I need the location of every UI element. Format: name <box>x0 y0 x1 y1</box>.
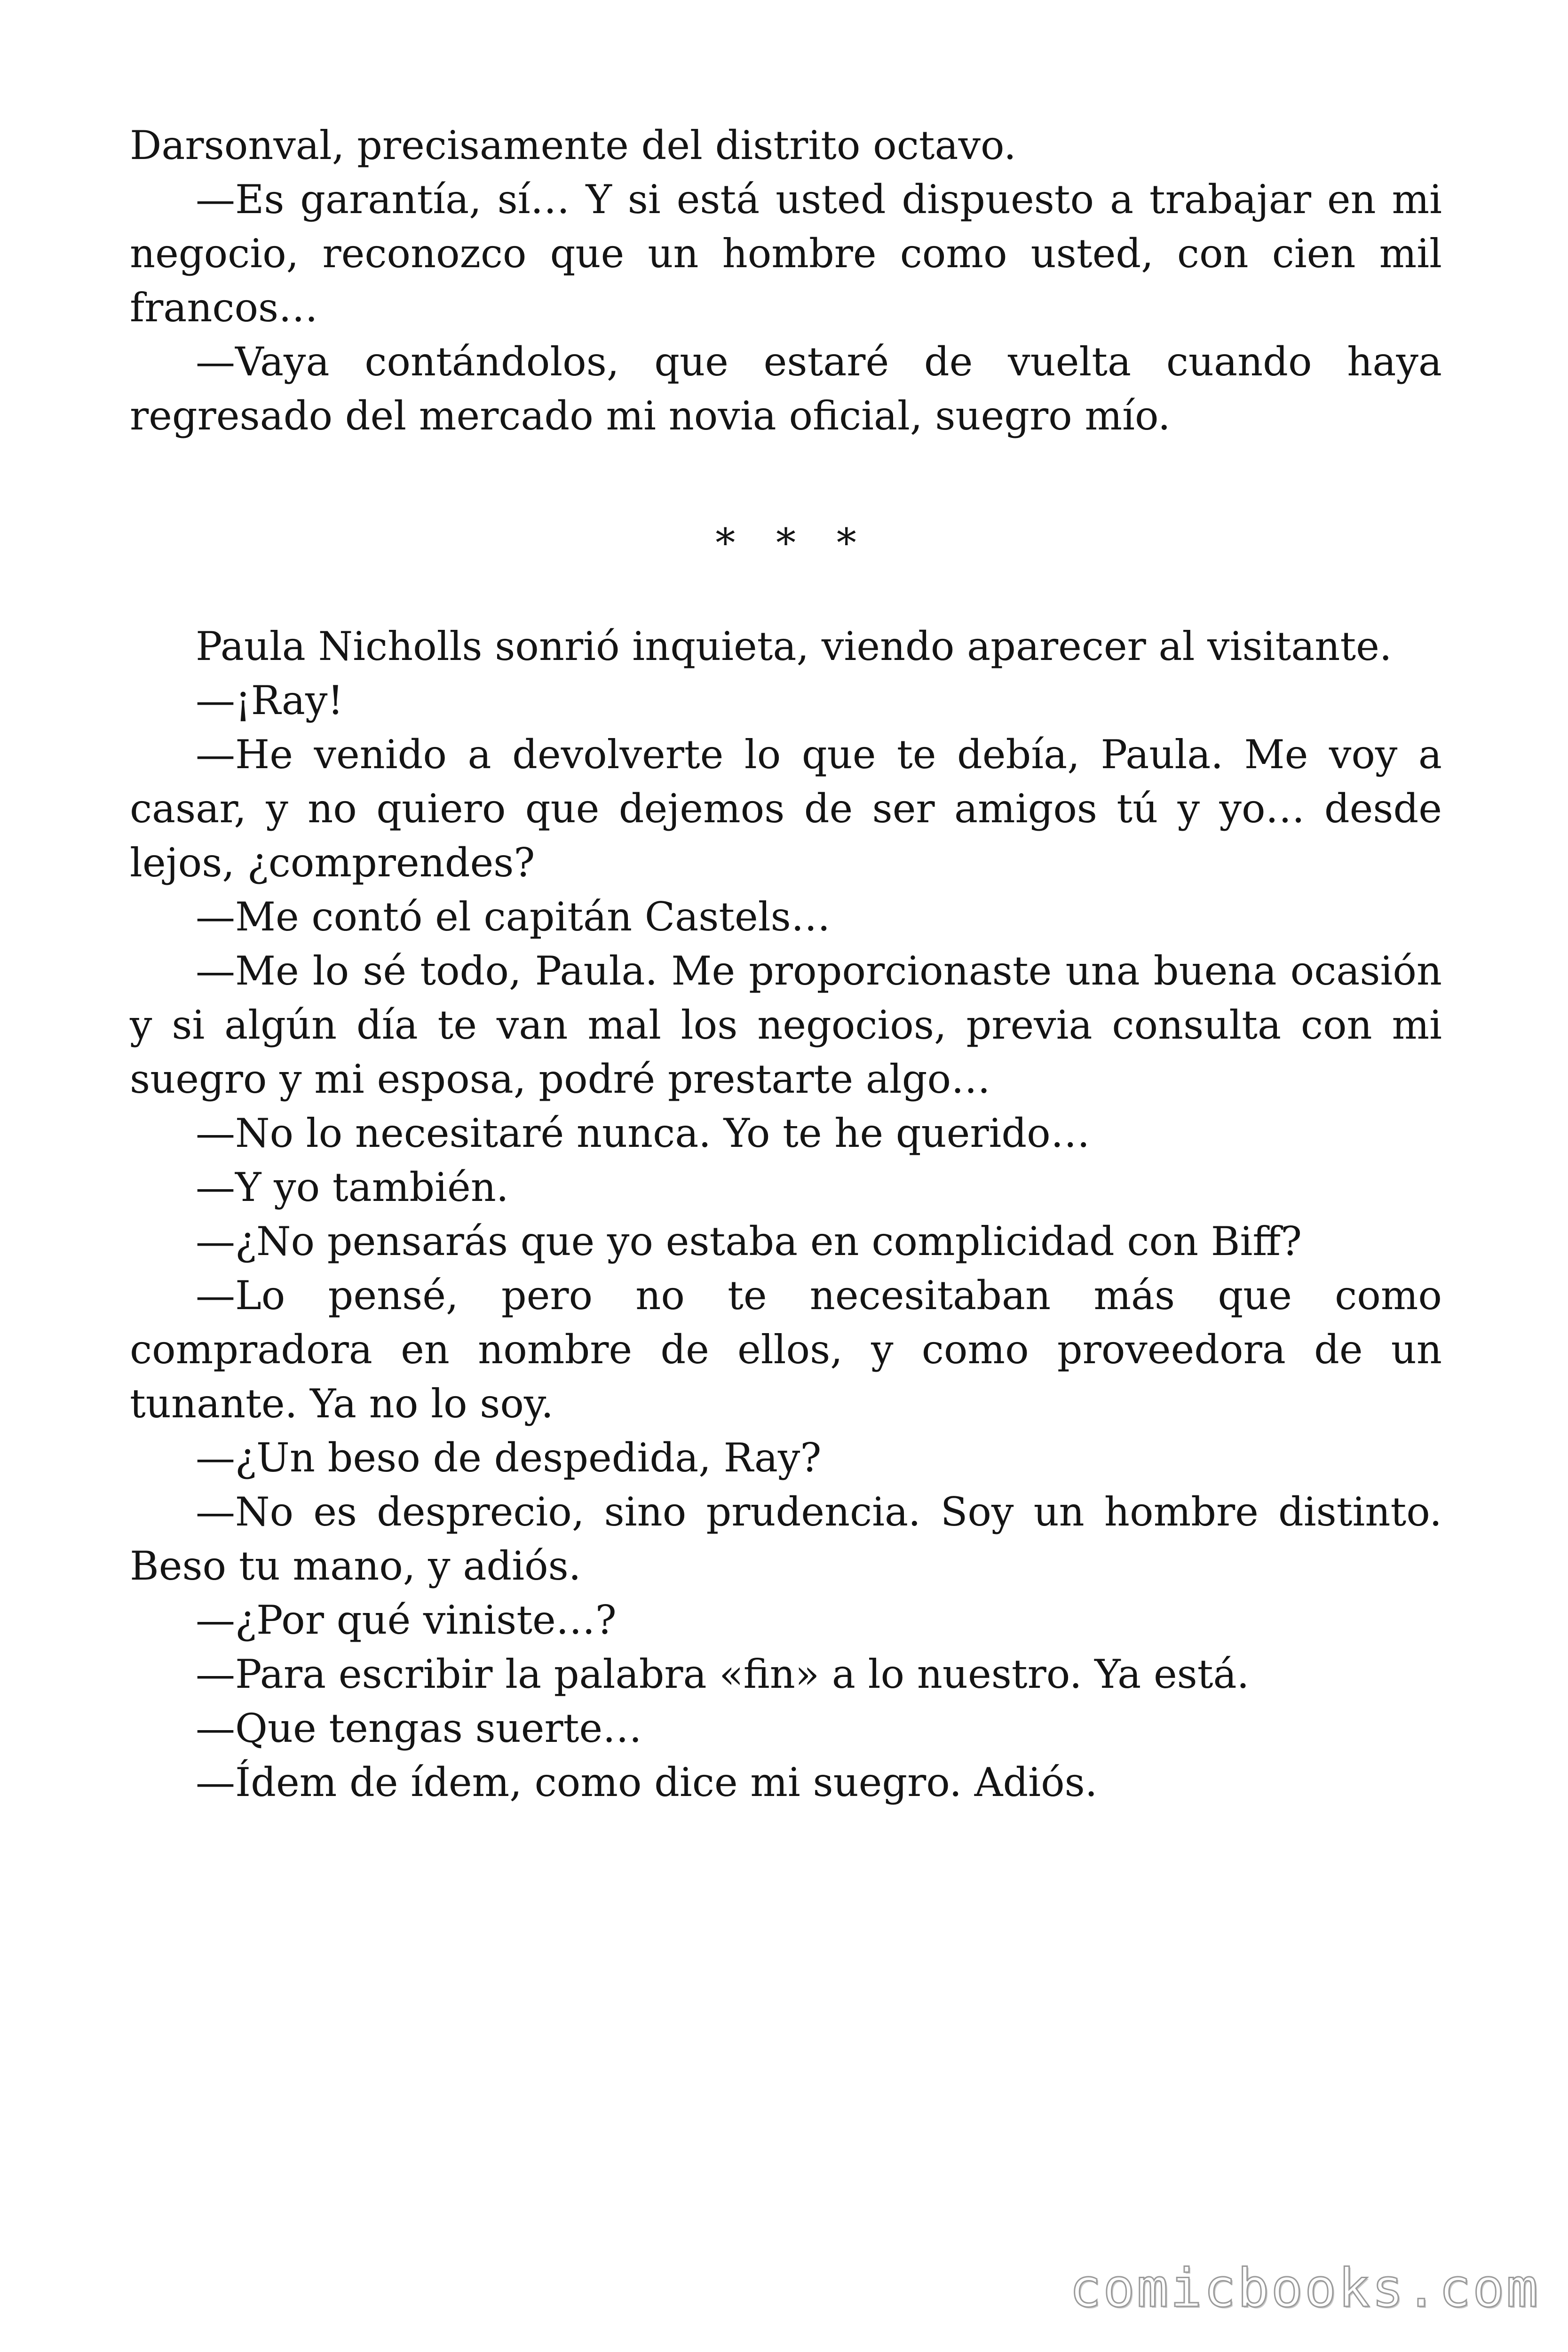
paragraph: —Para escribir la palabra «fin» a lo nuestro. Ya está. <box>196 1651 1250 1697</box>
paragraph: —Lo pensé, pero no te necesitaban más que como compradora en nombre de ellos, y como proveedora de un tunante. Ya no lo soy. <box>130 1272 1442 1427</box>
paragraph: —¿Por qué viniste…? <box>196 1597 617 1643</box>
book-page <box>130 119 1442 1810</box>
paragraph: —Vaya contándolos, que estaré de vuelta cuando haya regresado del mercado mi novia oficial, suegro mío. <box>130 339 1442 439</box>
paragraph: —¿No pensarás que yo estaba en complicidad con Biff? <box>196 1218 1302 1264</box>
paragraph: Darsonval, precisamente del distrito octavo. <box>130 122 1016 168</box>
paragraph: —No es desprecio, sino prudencia. Soy un hombre distinto. Beso tu mano, y adiós. <box>130 1489 1442 1589</box>
paragraph: —Y yo también. <box>196 1164 509 1210</box>
paragraph: —He venido a devolverte lo que te debía, Paula. Me voy a casar, y no quiero que dejemos de ser amigos tú y yo… desde lejos, ¿comprendes? <box>130 731 1442 886</box>
paragraph: —No lo necesitaré nunca. Yo te he querido… <box>196 1110 1090 1156</box>
section-separator: * * * <box>715 520 871 566</box>
watermark: comicbooks.com <box>1069 2258 1540 2319</box>
paragraph: —Ídem de ídem, como dice mi suegro. Adiós. <box>196 1759 1098 1805</box>
paragraph: —¡Ray! <box>196 677 344 723</box>
paragraph: —Me lo sé todo, Paula. Me proporcionaste una buena ocasión y si algún día te van mal los negocios, previa consulta con mi suegro y mi esposa, podré prestarte algo… <box>130 948 1442 1102</box>
paragraph: —Que tengas suerte… <box>196 1705 642 1751</box>
paragraph: —Es garantía, sí… Y si está usted dispuesto a trabajar en mi negocio, reconozco que un hombre como usted, con cien mil francos… <box>130 176 1442 331</box>
paragraph: —¿Un beso de despedida, Ray? <box>196 1435 822 1481</box>
paragraph: —Me contó el capitán Castels… <box>196 894 831 940</box>
paragraph: Paula Nicholls sonrió inquieta, viendo aparecer al visitante. <box>196 623 1392 669</box>
